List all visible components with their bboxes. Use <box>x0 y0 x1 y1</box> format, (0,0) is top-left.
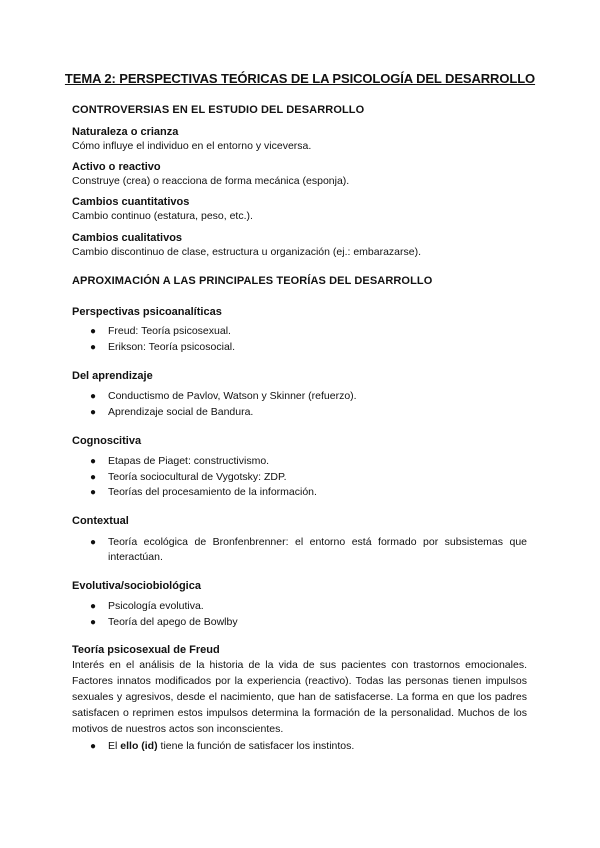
list-item: Psicología evolutiva. <box>108 600 204 612</box>
section-heading-controversias: CONTROVERSIAS EN EL ESTUDIO DEL DESARROLLO <box>72 104 365 116</box>
freud-title: Teoría psicosexual de Freud <box>72 644 220 656</box>
bullet-text-post: tiene la función de satisfacer los instintos. <box>157 740 355 752</box>
bullet-icon: ● <box>90 487 97 498</box>
term-naturaleza: Naturaleza o crianza <box>72 126 179 138</box>
desc-cuantitativos: Cambio continuo (estatura, peso, etc.). <box>72 210 253 222</box>
bullet-icon: ● <box>90 407 97 418</box>
bullet-text-pre: El <box>108 740 121 752</box>
list-item: Conductismo de Pavlov, Watson y Skinner (refuerzo). <box>108 390 357 402</box>
list-item: Aprendizaje social de Bandura. <box>108 406 254 418</box>
page-title: TEMA 2: PERSPECTIVAS TEÓRICAS DE LA PSICOLOGÍA DEL DESARROLLO <box>64 71 536 86</box>
list-item: Erikson: Teoría psicosocial. <box>108 341 236 353</box>
desc-activo: Construye (crea) o reacciona de forma mecánica (esponja). <box>72 175 350 187</box>
group-title-aprendizaje: Del aprendizaje <box>72 370 153 382</box>
list-item <box>108 740 354 752</box>
list-item: Freud: Teoría psicosexual. <box>108 325 231 337</box>
group-title-evolutiva: Evolutiva/sociobiológica <box>72 580 201 592</box>
list-item: Teoría sociocultural de Vygotsky: ZDP. <box>108 471 287 483</box>
list-item: Etapas de Piaget: constructivismo. <box>108 455 270 467</box>
term-cuantitativos: Cambios cuantitativos <box>72 196 190 208</box>
desc-naturaleza: Cómo influye el individuo en el entorno y viceversa. <box>72 140 312 152</box>
group-title-cognoscitiva: Cognoscitiva <box>72 435 142 447</box>
list-item: Teorías del procesamiento de la información. <box>108 486 317 498</box>
bullet-icon: ● <box>90 741 97 752</box>
group-title-psicoanaliticas: Perspectivas psicoanalíticas <box>72 306 222 318</box>
section-heading-aproximacion: APROXIMACIÓN A LAS PRINCIPALES TEORÍAS DEL DESARROLLO <box>72 275 433 287</box>
bullet-icon: ● <box>90 342 97 353</box>
desc-cualitativos: Cambio discontinuo de clase, estructura u organización (ej.: embarazarse). <box>72 246 422 258</box>
bullet-icon: ● <box>90 601 97 612</box>
term-activo: Activo o reactivo <box>72 161 161 173</box>
bullet-icon: ● <box>90 391 97 402</box>
bullet-icon: ● <box>90 617 97 628</box>
term-cualitativos: Cambios cualitativos <box>72 232 183 244</box>
bullet-icon: ● <box>90 472 97 483</box>
bullet-icon: ● <box>90 537 97 548</box>
bullet-icon: ● <box>90 456 97 467</box>
list-item: Teoría ecológica de Bronfenbrenner: el entorno está formado por subsistemas que interactúan. <box>108 536 527 563</box>
group-title-contextual: Contextual <box>72 515 129 527</box>
bullet-text-bold: ello (id) <box>120 740 158 752</box>
bullet-icon: ● <box>90 326 97 337</box>
freud-paragraph: Interés en el análisis de la historia de la vida de sus pacientes con trastornos emocionales. Factores innatos modificados por la experiencia (reactivo). Todas las personas tienen impulsos sexuales y agresivos, desde el nacimiento, que han de satisfacerse. La forma en que los padres satisfacen o reprimen estos impulsos determina la formación de la personalidad. Muchos de los motivos de nuestros actos son inconscientes. <box>72 659 527 735</box>
list-item: Teoría del apego de Bowlby <box>108 616 238 628</box>
